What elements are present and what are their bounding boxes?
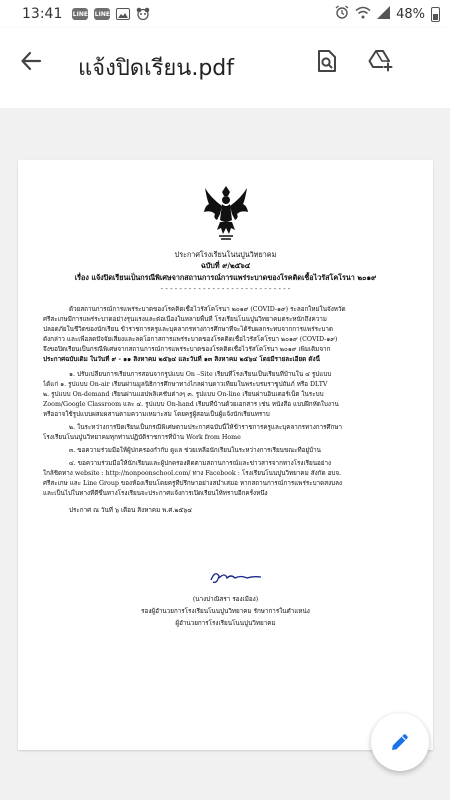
item-1-line: หรืออาจใช้รูปแบบผสมผสานตามความเหมาะสม โดยครูผู้สอนเป็นผู้แจ้งนักเรียนทราบ xyxy=(43,411,270,419)
item-4-line: และเป็นไปในทางที่ดีขึ้นทางโรงเรียนจะประกาศแจ้งการเปิดเรียนให้ทราบอีกครั้งหนึ่ง xyxy=(43,490,268,498)
panda-icon xyxy=(136,5,150,24)
item-2 xyxy=(43,423,413,443)
item-1-line: ได้แก่ ๑. รูปแบบ On-air เรียนผ่านมูลนิธิการศึกษาทางไกลผ่านดาวเทียมในพระบรมราชูปถัมภ์ หรือ DLTV xyxy=(43,381,328,389)
pdf-viewer[interactable] xyxy=(0,108,450,800)
item-2-line: โรงเรียนโนนปูนวิทยาคมทุกท่านปฏิบัติราชการที่บ้าน Work from Home xyxy=(43,434,241,442)
clock-time: 13:41 xyxy=(22,6,63,22)
subject-divider: - - - - - - - - - - - - - - - - - - - - - - - - - - - - xyxy=(160,284,291,293)
garuda-emblem-icon xyxy=(203,184,249,242)
search-document-icon xyxy=(316,49,338,73)
intro-line: ศรีสะเกษมีการแพร่ระบาดอย่างรุนแรงและต่อเนื่องในหลายพื้นที่ โรงเรียนโนนปูนวิทยาคมตระหนักถึงความ xyxy=(43,316,327,324)
battery-icon xyxy=(431,7,440,22)
intro-line: จึงขอปิดเรียนเป็นกรณีพิเศษจากสถานการณ์การแพร่ระบาดของโรคติดเชื้อไวรัสโคโรนา ๒๐๑๙ เพิ่มเติมจาก xyxy=(43,346,331,354)
intro-line: ดังกล่าว และเพื่อลดปัจจัยเสี่ยงและลดโอกาสการแพร่ระบาดของโรคติดเชื้อไวรัสโคโรนา ๒๐๑๙ (COVID-๑๙) xyxy=(43,336,338,344)
item-1 xyxy=(43,370,413,420)
battery-percent: 48% xyxy=(396,6,425,22)
back-button[interactable] xyxy=(14,44,48,78)
wifi-icon xyxy=(355,6,371,23)
item-4-line: ใกล้ชิดทาง website : http://nonpoonschool.com/ ทาง Facebook : โรงเรียนโนนปูนวิทยาคม สังกัด อบจ. xyxy=(43,470,342,478)
doc-heading-number: ฉบับที่ ๙/๒๕๖๔ xyxy=(200,261,251,270)
doc-heading-school: ประกาศโรงเรียนโนนปูนวิทยาคม xyxy=(174,250,277,259)
file-title: แจ้งปิดเรียน.pdf xyxy=(78,56,234,81)
item-1-line: Zoom/Google Classroom และ ๔. รูปแบบ On-hand เรียนที่บ้านด้วยเอกสาร เช่น หนังสือ แบบฝึกหัดใบงาน xyxy=(43,401,339,409)
line-notification-icon-2: LINE xyxy=(94,8,110,20)
search-in-document-button[interactable] xyxy=(310,44,344,78)
signer-name: (นางปาณิสรา รองเมือง) xyxy=(192,596,259,603)
alarm-icon xyxy=(335,5,349,23)
announce-date xyxy=(43,506,413,516)
status-left xyxy=(22,5,150,24)
edit-pencil-icon xyxy=(389,731,411,753)
pdf-page xyxy=(18,160,433,750)
status-bar xyxy=(0,0,450,28)
item-4-line: ศรีสะเกษ และ Line Group ของห้องเรียนโดยครูที่ปรึกษาอย่างสม่ำเสมอ หากสถานการณ์การแพร่ระบาดสงบลง xyxy=(43,480,343,488)
app-bar xyxy=(0,28,450,108)
signature xyxy=(205,566,265,588)
add-to-drive-icon xyxy=(368,49,394,73)
intro-line: ด้วยสถานการณ์การแพร่ระบาดของโรคติดเชื้อไวรัสโคโรนา ๒๐๑๙ (COVID-๑๙) ระลอกใหม่ในจังหวัด xyxy=(69,306,346,313)
signer-title-2: ผู้อำนวยการโรงเรียนโนนปูนวิทยาคม xyxy=(175,620,276,627)
edit-fab-button[interactable] xyxy=(371,713,429,771)
status-right xyxy=(335,5,440,23)
item-3-line: ๓. ขอความร่วมมือให้ผู้ปกครองกำกับ ดูแล ช่วยเหลือนักเรียนในระหว่างการเรียนขณะที่อยู่บ้าน xyxy=(69,447,321,454)
item-1-line: ๒. รูปแบบ On-demand เรียนผ่านแอปพลิเคชันต่างๆ ๓. รูปแบบ On-line เรียนผ่านอินเตอร์เน็ต ในระบบ xyxy=(43,391,324,399)
gallery-icon xyxy=(116,5,130,24)
item-4-line: ๔. ขอความร่วมมือให้นักเรียนและผู้ปกครองติดตามสถานการณ์และข่าวสารจากทางโรงเรียนอย่าง xyxy=(69,460,332,467)
item-2-line: ๒. ในระหว่างการปิดเรียนเป็นกรณีพิเศษตามประกาศฉบับนี้ให้ข้าราชการครูและบุคลากรทางการศึกษา xyxy=(69,424,343,431)
intro-line: ประกาศฉบับเดิม ในวันที่ ๙ - ๑๑ สิงหาคม ๒๕๖๔ และวันที่ ๑๓ สิงหาคม ๒๕๖๔ โดยมีรายละเอียด ดังนี้ xyxy=(43,356,320,364)
signer-title: รองผู้อำนวยการโรงเรียนโนนปูนวิทยาคม รักษาการในตำแหน่ง xyxy=(141,608,310,615)
item-1-line: ๑. ปรับเปลี่ยนการเรียนการสอนจากรูปแบบ On –Site เรียนที่โรงเรียนเป็นเรียนที่บ้านใน ๔ รูปแบบ xyxy=(69,371,332,378)
signal-icon xyxy=(377,6,390,23)
add-to-drive-button[interactable] xyxy=(364,44,398,78)
announce-date-line: ประกาศ ณ วันที่ ๖ เดือน สิงหาคม พ.ศ.๒๕๖๔ xyxy=(69,507,193,514)
line-notification-icon: LINE xyxy=(72,8,88,20)
item-3 xyxy=(43,446,413,456)
back-arrow-icon xyxy=(20,50,42,72)
intro-line: ปลอดภัยในชีวิตของนักเรียน ข้าราชการครูและบุคลากรทางการศึกษาที่จะได้รับผลกระทบจากการแพร่ระบาด xyxy=(43,326,333,334)
doc-subject: เรื่อง แจ้งปิดเรียนเป็นกรณีพิเศษจากสถานการณ์การแพร่ระบาดของโรคติดเชื้อไวรัสโคโรนา ๒๐๑๙ xyxy=(74,273,377,282)
paragraph-intro xyxy=(43,305,413,366)
item-4 xyxy=(43,459,413,499)
